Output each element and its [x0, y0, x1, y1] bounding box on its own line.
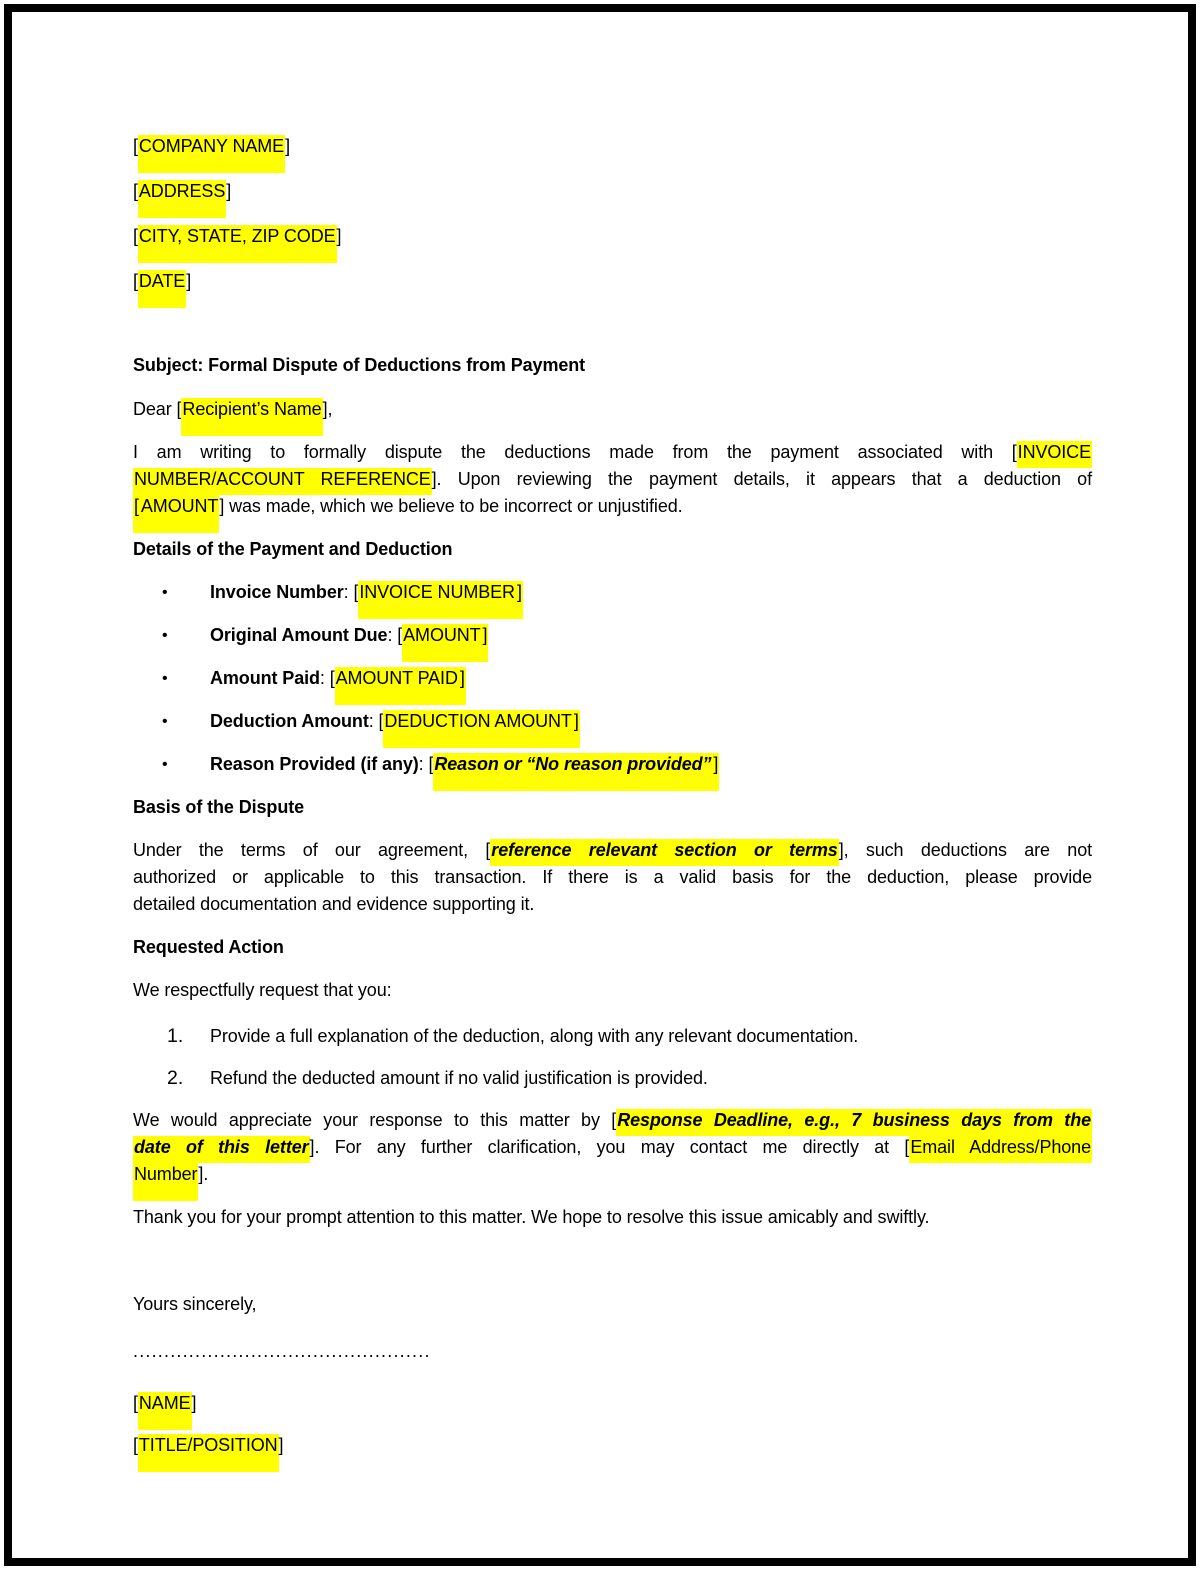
- bullet-separator: : [: [343, 582, 359, 602]
- placeholder-original-amount: AMOUNT: [402, 624, 481, 662]
- bullet-deduction-amount: [133, 708, 1092, 735]
- request-intro-line: We respectfully request that you:: [133, 980, 392, 1000]
- bracket-close: ]: [336, 226, 342, 246]
- bullet-label: Invoice Number: [210, 582, 344, 602]
- greeting-text: Dear [: [133, 399, 182, 419]
- bullet-label: Original Amount Due: [210, 625, 388, 645]
- thanks-line: Thank you for your prompt attention to this matter. We hope to resolve this issue amicably and swiftly.: [133, 1207, 930, 1227]
- placeholder-invoice-reference-part2: NUMBER/ACCOUNT REFERENCE: [133, 468, 432, 495]
- bullet-icon: •: [162, 756, 168, 773]
- bracket-close: ]: [186, 271, 192, 291]
- signature-dotted-line: ................................................: [133, 1341, 431, 1361]
- bullet-invoice-number: [133, 579, 1092, 606]
- signature-name-line: [133, 1390, 1092, 1417]
- address-line-street: [133, 178, 1092, 205]
- placeholder-invoice-reference-part1: INVOICE: [1017, 441, 1092, 468]
- bullet-icon: •: [162, 627, 168, 644]
- bracket-close: ]: [516, 581, 523, 619]
- basis-paragraph: [133, 837, 1092, 918]
- placeholder-name: NAME: [138, 1392, 192, 1430]
- closing-line: Yours sincerely,: [133, 1294, 257, 1314]
- response-text-1: We would appreciate your response to this matter by [: [133, 1110, 617, 1130]
- intro-text-2: ]. Upon reviewing the payment details, it appears that a deduction of: [431, 469, 1092, 489]
- requested-actions-list: [133, 1023, 1092, 1092]
- placeholder-deduction-amount: DEDUCTION AMOUNT: [383, 710, 572, 748]
- address-line-city-state-zip: [133, 223, 1092, 250]
- placeholder-response-deadline-part1: Response Deadline, e.g., 7 business days from the: [616, 1109, 1092, 1136]
- basis-line-3: detailed documentation and evidence supporting it.: [133, 894, 535, 914]
- bullet-separator: : [: [418, 754, 434, 774]
- page-border-frame: [4, 4, 1196, 1566]
- bullet-separator: : [: [368, 711, 384, 731]
- placeholder-invoice-number: INVOICE NUMBER: [358, 581, 516, 619]
- list-number: 2.: [167, 1067, 184, 1089]
- intro-paragraph: [133, 439, 1092, 520]
- placeholder-title-position: TITLE/POSITION: [138, 1434, 279, 1472]
- bullet-label: Amount Paid: [210, 668, 320, 688]
- bullet-icon: •: [162, 670, 168, 687]
- list-number: 1.: [167, 1025, 184, 1047]
- bracket-close: ]: [573, 710, 580, 748]
- response-paragraph: [133, 1107, 1092, 1188]
- bracket-close: ],: [322, 399, 333, 419]
- placeholder-amount: AMOUNT: [140, 495, 219, 533]
- address-line-company: [133, 133, 1092, 160]
- letter-body: [133, 133, 1092, 1459]
- placeholder-agreement-reference: reference relevant section or terms: [490, 839, 838, 866]
- intro-line-3: [133, 493, 1092, 520]
- bullet-separator: : [: [387, 625, 403, 645]
- placeholder-reason: Reason or “No reason provided”: [433, 753, 712, 791]
- bullet-reason-provided: [133, 751, 1092, 778]
- bracket-close: ]: [459, 667, 466, 705]
- bullet-separator: : [: [319, 668, 335, 688]
- numbered-item-text: Provide a full explanation of the deduction, along with any relevant documentation.: [210, 1026, 859, 1046]
- response-line-3: [133, 1161, 1092, 1188]
- intro-line-1: [133, 439, 1092, 466]
- bracket-open: [: [133, 1393, 138, 1413]
- intro-line-2: [133, 466, 1092, 493]
- intro-text-1: I am writing to formally dispute the deductions made from the payment associated with [: [133, 442, 1017, 462]
- intro-text-3: ] was made, which we believe to be incorrect or unjustified.: [219, 496, 683, 516]
- bracket-open: [: [133, 181, 138, 201]
- address-line-date: [133, 268, 1092, 295]
- placeholder-response-deadline-part2: date of this letter: [133, 1136, 310, 1163]
- section-heading-details: Details of the Payment and Deduction: [133, 539, 453, 559]
- subject-line: Subject: Formal Dispute of Deductions from Payment: [133, 355, 586, 375]
- bracket-close: ]: [285, 136, 290, 156]
- bracket-close: ]: [278, 1435, 284, 1455]
- numbered-item-2: [133, 1065, 1092, 1092]
- response-text-2: ]. For any further clarification, you may contact me directly at [: [309, 1137, 910, 1157]
- placeholder-amount-paid: AMOUNT PAID: [335, 667, 459, 705]
- signature-title-line: [133, 1432, 1092, 1459]
- bullet-label: Deduction Amount: [210, 711, 369, 731]
- basis-line-2: authorized or applicable to this transaction. If there is a valid basis for the deduction, please provide: [133, 867, 1092, 887]
- basis-text-2: ], such deductions are not: [838, 840, 1093, 860]
- placeholder-address: ADDRESS: [138, 180, 226, 218]
- placeholder-contact-part1: Email Address/Phone: [909, 1136, 1092, 1163]
- bracket-close: ]: [482, 624, 489, 662]
- bracket-close: ]: [226, 181, 232, 201]
- bracket-open: [: [133, 226, 138, 246]
- placeholder-date: DATE: [138, 270, 186, 308]
- placeholder-recipient-name: Recipient’s Name: [181, 398, 322, 436]
- response-line-2: [133, 1134, 1092, 1161]
- bracket-open: [: [133, 271, 138, 291]
- bullet-icon: •: [162, 584, 168, 601]
- section-heading-requested-action: Requested Action: [133, 937, 284, 957]
- numbered-item-text: Refund the deducted amount if no valid justification is provided.: [210, 1068, 708, 1088]
- response-line-1: [133, 1107, 1092, 1134]
- payment-details-list: [133, 579, 1092, 778]
- bracket-close: ]: [191, 1393, 197, 1413]
- bullet-amount-paid: [133, 665, 1092, 692]
- response-text-3: ].: [198, 1164, 209, 1184]
- basis-line-1: [133, 837, 1092, 864]
- bullet-label: Reason Provided (if any): [210, 754, 419, 774]
- numbered-item-1: [133, 1023, 1092, 1050]
- bracket-open: [: [133, 495, 140, 533]
- greeting-line: [133, 396, 1092, 423]
- section-heading-basis: Basis of the Dispute: [133, 797, 305, 817]
- placeholder-company-name: COMPANY NAME: [138, 135, 285, 173]
- bullet-icon: •: [162, 713, 168, 730]
- bracket-close: ]: [712, 753, 719, 791]
- basis-text-1: Under the terms of our agreement, [: [133, 840, 491, 860]
- bracket-open: [: [133, 1435, 138, 1455]
- bracket-open: [: [133, 136, 138, 156]
- blank-line-spacer: [133, 1247, 1092, 1291]
- placeholder-city-state-zip: CITY, STATE, ZIP CODE: [138, 225, 337, 263]
- bullet-original-amount: [133, 622, 1092, 649]
- placeholder-contact-part2: Number: [133, 1163, 198, 1201]
